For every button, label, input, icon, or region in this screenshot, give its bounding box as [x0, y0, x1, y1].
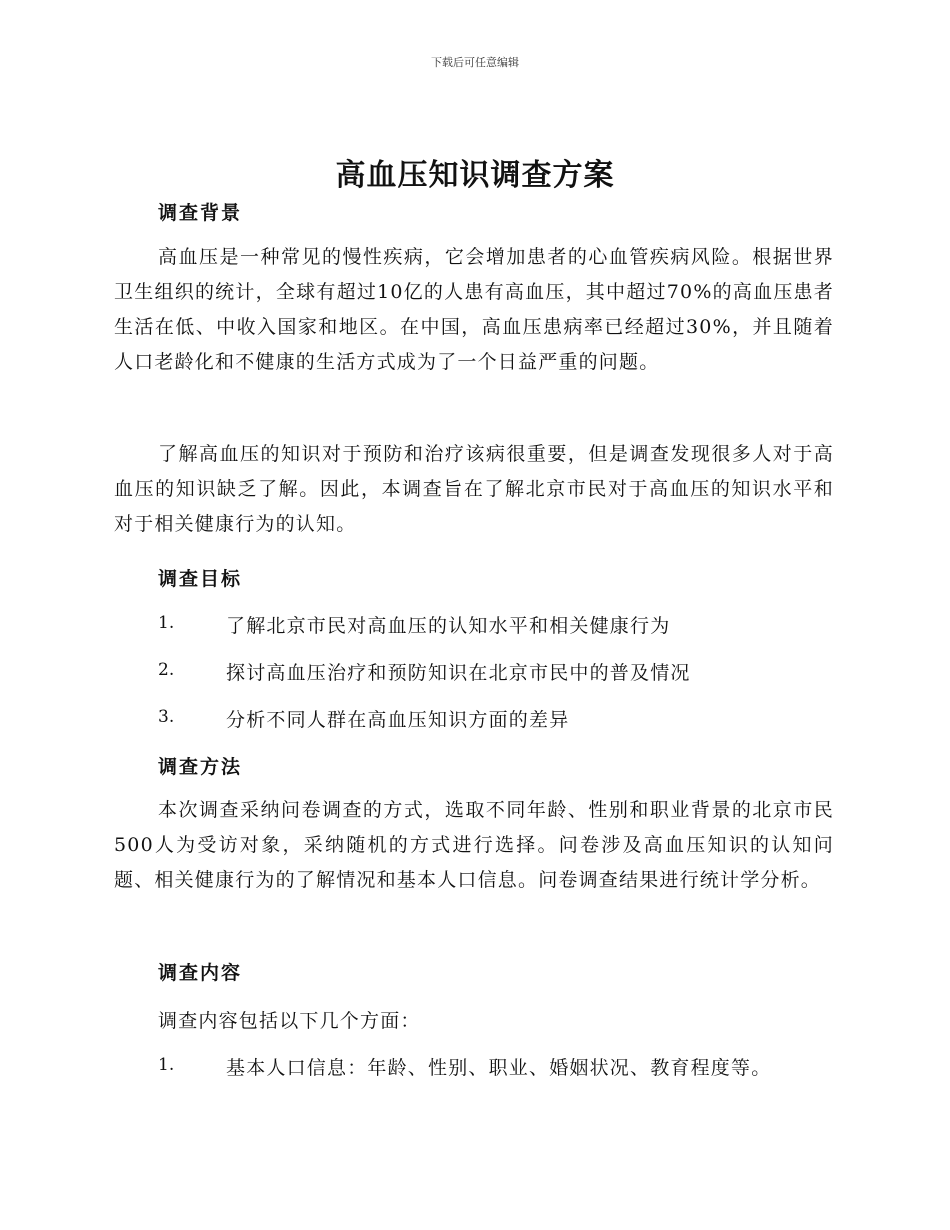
list-item-number: 2. — [158, 660, 175, 680]
method-paragraph: 本次调查采纳问卷调查的方式，选取不同年龄、性别和职业背景的北京市民500人为受访对象，采纳随机的方式进行选择。问卷涉及高血压知识的认知问题、相关健康行为的了解情况和基本人口信息。问卷调查结果进行统计学分析。 — [114, 799, 834, 891]
document-title: 高血压知识调查方案 — [335, 158, 615, 193]
section-heading-goals: 调查目标 — [158, 568, 243, 590]
list-item-text: 探讨高血压治疗和预防知识在北京市民中的普及情况 — [226, 662, 691, 684]
section-heading-content: 调查内容 — [158, 962, 243, 984]
content-intro: 调查内容包括以下几个方面： — [158, 1010, 421, 1032]
list-item-text: 分析不同人群在高血压知识方面的差异 — [226, 709, 570, 731]
background-paragraph-2: 了解高血压的知识对于预防和治疗该病很重要，但是调查发现很多人对于高血压的知识缺乏了解。因此，本调查旨在了解北京市民对于高血压的知识水平和对于相关健康行为的认知。 — [114, 443, 834, 535]
section-heading-method: 调查方法 — [158, 756, 243, 778]
list-item-number: 1. — [158, 613, 175, 633]
background-paragraph-1: 高血压是一种常见的慢性疾病，它会增加患者的心血管疾病风险。根据世界卫生组织的统计，全球有超过10亿的人患有高血压，其中超过70%的高血压患者生活在低、中收入国家和地区。在中国，高血压患病率已经超过30%，并且随着人口老龄化和不健康的生活方式成为了一个日益严重的问题。 — [114, 246, 834, 373]
page-header-note: 下载后可任意编辑 — [431, 56, 519, 69]
list-item-text: 了解北京市民对高血压的认知水平和相关健康行为 — [226, 615, 671, 637]
list-item-number: 3. — [158, 707, 175, 727]
list-item-text: 基本人口信息：年龄、性别、职业、婚姻状况、教育程度等。 — [226, 1057, 772, 1079]
section-heading-background: 调查背景 — [158, 202, 243, 224]
list-item-number: 1. — [158, 1055, 175, 1075]
